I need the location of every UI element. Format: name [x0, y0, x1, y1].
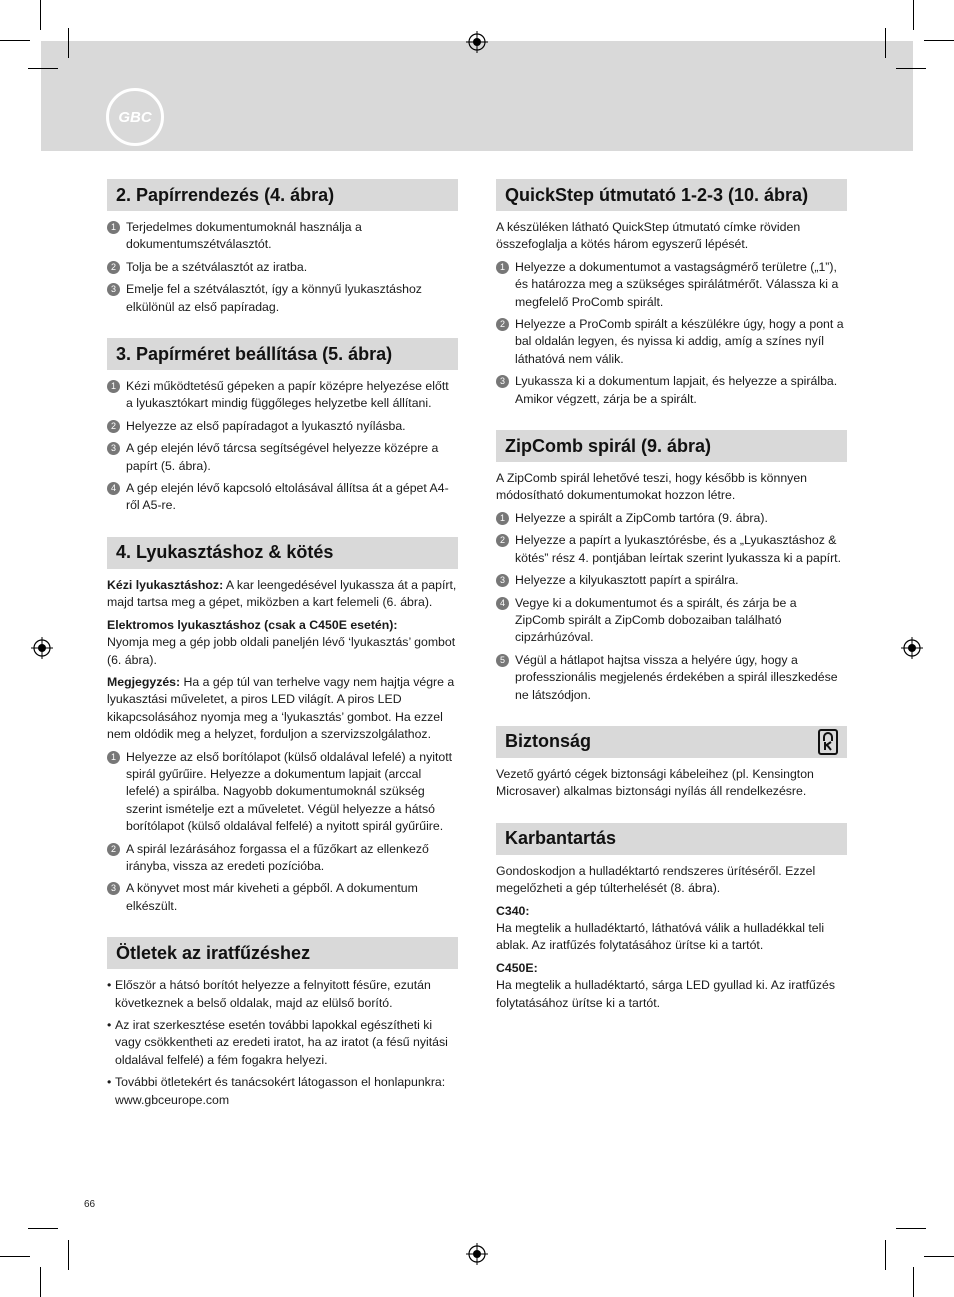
paragraph-text: Gondoskodjon a hulladéktartó rendszeres ürítéséről. Ezzel megelőzheti a gép túlterhelését (8. ábra).: [496, 863, 816, 896]
section-title-text: Biztonság: [505, 731, 592, 752]
gbc-logo: [106, 88, 164, 146]
step-number: 1: [107, 221, 120, 234]
paragraph-text: Nyomja meg a gép jobb oldali paneljén lévő ‘lyukasztás’ gombot (6. ábra).: [107, 635, 456, 667]
crop-mark: [40, 1267, 41, 1297]
step-text: Tolja be a szétválasztót az iratba.: [126, 259, 308, 274]
list-item: [107, 977, 458, 1012]
paragraph-text: Vezető gyártó cégek biztonsági kábeleihez (pl. Kensington Microsaver) alkalmas biztonsági nyílás áll rendelkezésre.: [496, 766, 814, 799]
step-number: 1: [107, 380, 120, 393]
list-item-text: További ötletekért és tanácsokért látogasson el honlapunkra: www.gbceurope.com: [115, 1075, 446, 1107]
paragraph-label: Elektromos lyukasztáshoz (csak a C450E esetén):: [107, 617, 398, 632]
section-title: 4. Lyukasztáshoz & kötés: [107, 537, 458, 569]
paragraph: [107, 577, 458, 612]
header-band: [41, 41, 913, 151]
step-number: 1: [496, 512, 509, 525]
step-item: [107, 219, 458, 254]
step-text: Emelje fel a szétválasztót, így a könnyű lyukasztáshoz elkülönül az első papíradag.: [126, 282, 422, 314]
step-item: [496, 572, 847, 589]
section-title: ZipComb spirál (9. ábra): [496, 430, 847, 462]
crop-mark: [28, 1228, 58, 1229]
step-number: 2: [107, 843, 120, 856]
list-item: [107, 1017, 458, 1069]
svg-text:GBC: GBC: [118, 109, 152, 126]
model-label: C340:: [496, 903, 530, 918]
paragraph-text: A ZipComb spirál lehetővé teszi, hogy később is könnyen módosítható dokumentumokat hozzon létre.: [496, 471, 808, 503]
section-title: [496, 726, 847, 758]
crop-mark: [28, 68, 58, 69]
registration-mark-icon: [31, 637, 53, 659]
section-paper-sorting: [107, 179, 458, 316]
step-text: Helyezze a papírt a lyukasztórésbe, és a „Lyukasztáshoz & kötés” rész 4. pontjában leírtak szerint lyukassza ki a papírt.: [515, 533, 842, 565]
crop-mark: [924, 40, 954, 41]
crop-mark: [0, 1256, 30, 1257]
step-item: [496, 595, 847, 647]
paragraph-label: Kézi lyukasztáshoz:: [107, 577, 224, 592]
crop-mark: [40, 0, 41, 30]
crop-mark: [0, 40, 30, 41]
registration-mark-icon: [466, 31, 488, 53]
step-text: A spirál lezárásához forgassa el a fűzőkart az ellenkező irányba, vissza az eredeti pozícióba.: [126, 841, 429, 873]
crop-mark: [913, 1267, 914, 1297]
step-number: 4: [496, 597, 509, 610]
step-text: Végül a hátlapot hajtsa vissza a helyére úgy, hogy a professzionális megjelenés érdekében a spirál illeszkedése ne látszódjon.: [515, 652, 838, 702]
step-text: A gép elején lévő tárcsa segítségével helyezze középre a papírt (5. ábra).: [126, 441, 439, 473]
step-number: 1: [107, 751, 120, 764]
step-item: [107, 880, 458, 915]
step-item: [496, 652, 847, 704]
crop-mark: [68, 1240, 69, 1270]
section-title: QuickStep útmutató 1-2-3 (10. ábra): [496, 179, 847, 211]
step-number: 3: [107, 882, 120, 895]
bullet-icon: •: [107, 1018, 112, 1032]
bullet-icon: •: [107, 1075, 112, 1090]
crop-mark: [885, 1240, 886, 1270]
paragraph-text: Ha megtelik a hulladéktartó, sárga LED gyullad ki. Az iratfűzés folytatásához ürítse ki a tartót.: [496, 978, 836, 1010]
step-item: [496, 259, 847, 311]
paragraph-text: A kar leengedésével lyukassza át a papírt, majd tartsa meg a gépet, miközben a kart felemeli (6. ábra).: [107, 577, 457, 610]
step-text: Helyezze a dokumentumot a vastagságmérő területre („1”), és határozza meg a szükséges spirálátmérőt. Válassza ki a megfelelő ProComb spirált.: [515, 259, 839, 309]
step-text: Helyezze az első papíradagot a lyukasztó nyílásba.: [126, 418, 406, 433]
step-number: 2: [496, 534, 509, 547]
list-item: [107, 1074, 458, 1109]
step-item: [107, 281, 458, 316]
step-text: A könyvet most már kiveheti a gépből. A dokumentum elkészült.: [126, 881, 418, 913]
step-number: 3: [107, 283, 120, 296]
registration-mark-icon: [901, 637, 923, 659]
step-item: [107, 440, 458, 475]
section-title: 3. Papírméret beállítása (5. ábra): [107, 338, 458, 370]
step-number: 3: [496, 375, 509, 388]
step-number: 4: [107, 482, 120, 495]
section-maintenance: [496, 823, 847, 1012]
kensington-lock-icon: [818, 729, 838, 755]
registration-mark-icon: [466, 1243, 488, 1265]
left-column: [107, 179, 458, 1131]
step-text: Lyukassza ki a dokumentum lapjait, és helyezze a spirálba. Amikor végzett, zárja be a spirált.: [515, 374, 838, 406]
step-text: Helyezze a kilyukasztott papírt a spirálra.: [515, 573, 739, 588]
step-number: 3: [496, 574, 509, 587]
section-zipcomb: [496, 430, 847, 704]
step-number: 5: [496, 654, 509, 667]
list-item-text: Az irat szerkesztése esetén további lapokkal egészítheti ki vagy csökkentheti az eredeti iratot, ha az iratot (a fésű nyitási oldalával felfelé) a fém fogakra helyezi.: [115, 1018, 448, 1067]
step-text: Helyezze a spirált a ZipComb tartóra (9. ábra).: [515, 510, 768, 525]
list-item-text: Először a hátsó borítót helyezze a felnyitott fésűre, ezután következnek a belső oldalak, majd az elülső borító.: [115, 978, 431, 1010]
section-punching-binding: [107, 537, 458, 915]
step-text: Helyezze az első borítólapot (külső oldalával lefelé) a nyitott spirál gyűrűire. Helyezze a dokumentum lapjait (arccal lefelé) a spirálba. Nagyobb dokumentumoknál szükség szerint ismételje ezt a műveletet. Végül helyezze a hátsó borítólapot (külső oldalával felfelé) a nyitott spirál gyűrűire.: [126, 749, 453, 834]
crop-mark: [896, 1228, 926, 1229]
crop-mark: [924, 1256, 954, 1257]
step-text: A gép elején lévő kapcsoló eltolásával állítsa át a gépet A4-ről A5-re.: [126, 481, 449, 513]
paragraph-text: Ha a gép túl van terhelve vagy nem hajtja végre a lyukasztási műveletet, a piros LED világít. A piros LED kikapcsolásához nyomja meg a ‘lyukasztás’ gombot. Ha ezzel nem oldódik meg a helyzet, forduljon a szervizszolgálathoz.: [107, 674, 455, 742]
crop-mark: [913, 0, 914, 30]
step-item: [496, 510, 847, 527]
step-number: 3: [107, 442, 120, 455]
step-item: [107, 418, 458, 435]
page-number: 66: [84, 1199, 96, 1210]
step-text: Kézi működtetésű gépeken a papír középre helyezése előtt a lyukasztókart mindig függőleges helyzetbe kell állítani.: [126, 379, 449, 411]
bullet-icon: •: [107, 978, 112, 993]
step-text: Helyezze a ProComb spirált a készülékre úgy, hogy a pont a bal oldalán legyen, és nyissa ki addig, amíg a színes nyíl láthatóvá nem válik.: [515, 317, 844, 366]
gbc-logo-icon: [115, 106, 155, 128]
step-text: Vegye ki a dokumentumot és a spirált, és zárja be a ZipComb spirált a ZipComb dobozaiban található cipzárhúzóval.: [515, 595, 797, 645]
step-item: [107, 480, 458, 515]
step-number: 2: [107, 420, 120, 433]
step-item: [107, 259, 458, 276]
right-column: [496, 179, 847, 1034]
step-number: 2: [107, 261, 120, 274]
crop-mark: [896, 68, 926, 69]
step-item: [496, 316, 847, 368]
step-item: [496, 532, 847, 567]
section-binding-tips: [107, 937, 458, 1109]
paragraph-text: A készüléken látható QuickStep útmutató címke röviden összefoglalja a kötés három egyszerű lépését.: [496, 220, 801, 252]
crop-mark: [885, 28, 886, 58]
section-title: 2. Papírrendezés (4. ábra): [107, 179, 458, 211]
section-security: [496, 726, 847, 801]
paragraph: [107, 674, 458, 744]
paragraph-label: Megjegyzés:: [107, 674, 181, 689]
step-text: Terjedelmes dokumentumoknál használja a dokumentumszétválasztót.: [126, 220, 362, 252]
section-title: Karbantartás: [496, 823, 847, 855]
section-paper-size: [107, 338, 458, 515]
step-item: [107, 378, 458, 413]
crop-mark: [68, 28, 69, 58]
model-label: C450E:: [496, 960, 538, 975]
paragraph-text: Ha megtelik a hulladéktartó, láthatóvá válik a hulladékkal teli ablak. Az iratfűzés folytatásához ürítse ki a tartót.: [496, 920, 825, 953]
step-item: [107, 749, 458, 836]
section-title: Ötletek az iratfűzéshez: [107, 937, 458, 969]
step-item: [496, 373, 847, 408]
section-quickstep: [496, 179, 847, 408]
step-item: [107, 841, 458, 876]
step-number: 2: [496, 318, 509, 331]
step-number: 1: [496, 261, 509, 274]
